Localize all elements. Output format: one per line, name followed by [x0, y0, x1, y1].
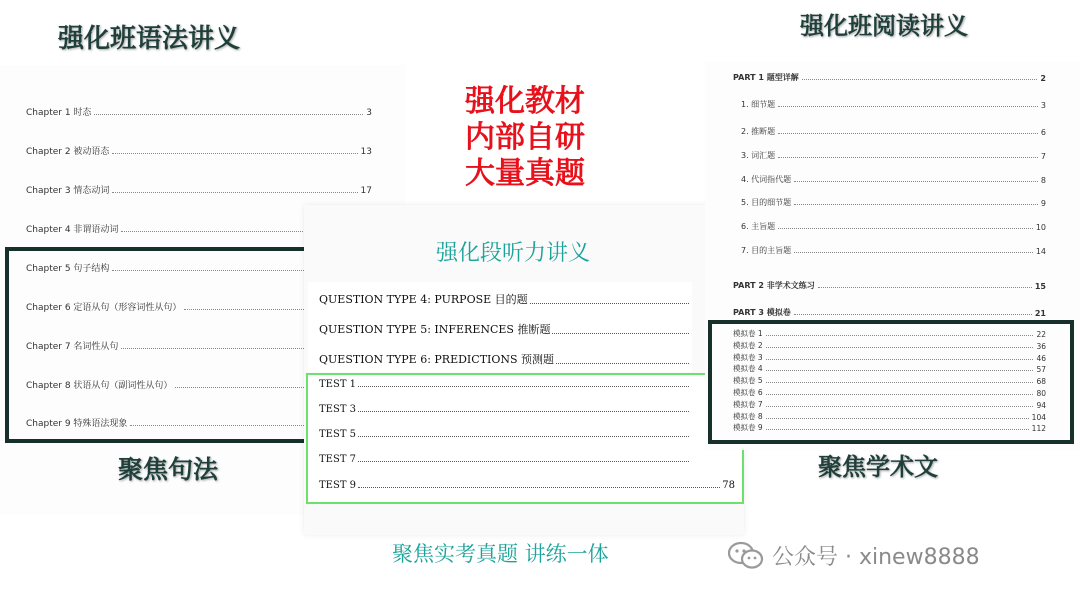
grammar-chapter-row-label: Chapter 8 状语从句（副词性从句） [26, 381, 173, 391]
mock-row-leader-dots [766, 369, 1034, 371]
reading-part-row-label: PART 3 模拟卷 [733, 308, 791, 317]
heading-line-3: 大量真题 [465, 156, 585, 191]
mock-row-page: 22 [1036, 330, 1046, 339]
mock-row [733, 352, 1046, 363]
grammar-chapter-row-leader-dots [112, 191, 357, 193]
center-heading [440, 84, 610, 192]
reading-item-row [741, 221, 1046, 232]
question-type-row [319, 291, 691, 307]
mock-row-label: 模拟卷 3 [733, 352, 763, 362]
grammar-chapter-row-label: Chapter 4 非谓语动词 [26, 225, 119, 235]
mock-row-leader-dots [766, 381, 1034, 383]
grammar-chapter-row-label: Chapter 3 情态动词 [26, 186, 110, 196]
reading-part-row [733, 307, 1046, 318]
reading-item-row-label: 7. 目的主旨题 [741, 246, 792, 255]
reading-item-row [741, 126, 1046, 137]
reading-item-row-leader-dots [778, 156, 1038, 158]
mock-row [733, 422, 1046, 433]
reading-item-row-page: 6 [1040, 128, 1046, 137]
reading-part-row [733, 72, 1046, 83]
question-type-row-leader-dots [552, 333, 689, 334]
reading-item-row-label: 6. 主旨题 [741, 222, 776, 231]
question-type-row [319, 321, 691, 337]
watermark-text: 公众号 · xinew8888 [772, 545, 980, 570]
reading-part-row-page: 21 [1034, 309, 1046, 318]
reading-item-row [741, 174, 1046, 185]
mock-row [733, 340, 1046, 351]
grammar-chapter-row-label: Chapter 1 时态 [26, 108, 92, 118]
question-type-row-leader-dots [530, 303, 689, 304]
mock-row-leader-dots [766, 428, 1029, 430]
test-row [319, 404, 691, 415]
grammar-chapter-row-label: Chapter 5 句子结构 [26, 264, 110, 274]
reading-item-row-leader-dots [778, 132, 1038, 134]
reading-part-row-page: 15 [1034, 282, 1046, 291]
test-row-leader-dots [358, 436, 689, 437]
test-row-page: 78 [722, 480, 735, 491]
mock-row-leader-dots [766, 393, 1034, 395]
mock-row-page: 104 [1031, 412, 1046, 422]
mock-row-leader-dots [766, 358, 1034, 360]
mock-row-page: 94 [1036, 400, 1046, 410]
reading-item-row-leader-dots [778, 227, 1033, 229]
watermark [728, 540, 980, 571]
reading-part-row-leader-dots [818, 286, 1032, 288]
question-type-row-label: QUESTION TYPE 6: PREDICTIONS 预测题 [319, 353, 555, 366]
reading-item-row-page: 3 [1040, 101, 1046, 110]
reading-item-row [741, 245, 1046, 256]
test-row-label: TEST 1 [319, 379, 357, 390]
grammar-chapter-row [26, 144, 372, 157]
test-row-leader-dots [358, 461, 689, 462]
reading-item-row-page: 9 [1040, 199, 1046, 208]
reading-item-row [741, 150, 1046, 161]
grammar-chapter-row [26, 183, 372, 196]
reading-item-row-page: 8 [1040, 176, 1046, 185]
reading-caption: 聚焦学术文 [818, 453, 938, 481]
reading-item-row-label: 5. 目的细节题 [741, 198, 792, 207]
test-row [319, 454, 691, 465]
reading-part-row-leader-dots [794, 313, 1032, 315]
grammar-chapter-row-label: Chapter 9 特殊语法现象 [26, 419, 128, 429]
reading-item-row-leader-dots [794, 251, 1033, 253]
test-row [319, 379, 691, 390]
wechat-icon [728, 541, 764, 571]
mock-row-page: 80 [1036, 389, 1046, 398]
test-row-leader-dots [358, 487, 720, 488]
reading-item-row-label: 1. 细节题 [741, 100, 776, 109]
test-row-label: TEST 9 [319, 480, 357, 491]
reading-item-row-label: 2. 推断题 [741, 127, 776, 136]
test-row-label: TEST 7 [319, 454, 357, 465]
grammar-chapter-row-label: Chapter 7 名词性从句 [26, 342, 119, 352]
mock-row [733, 411, 1046, 422]
mock-row [733, 399, 1046, 410]
mock-row-page: 46 [1036, 353, 1046, 363]
question-type-row [319, 351, 691, 367]
mock-row-label: 模拟卷 6 [733, 388, 763, 397]
grammar-chapter-row [26, 105, 372, 118]
reading-item-row-leader-dots [794, 203, 1038, 205]
grammar-caption: 聚焦句法 [118, 455, 219, 484]
grammar-title: 强化班语法讲义 [58, 24, 241, 54]
grammar-chapter-row-label: Chapter 6 定语从句（形容词性从句） [26, 303, 182, 313]
reading-part-row [733, 280, 1046, 291]
heading-line-1: 强化教材 [465, 84, 585, 119]
reading-part-row-label: PART 2 非学术文练习 [733, 281, 815, 290]
mock-row-leader-dots [766, 346, 1034, 348]
reading-item-row-label: 4. 代词指代题 [741, 175, 792, 184]
test-row [319, 429, 691, 440]
mock-row-leader-dots [766, 417, 1029, 419]
reading-part-row-page: 2 [1040, 74, 1046, 83]
mock-row-label: 模拟卷 2 [733, 340, 763, 350]
reading-item-row-leader-dots [778, 105, 1038, 107]
mock-row-leader-dots [766, 405, 1034, 407]
question-type-row-label: QUESTION TYPE 4: PURPOSE 目的题 [319, 293, 528, 306]
mock-row-page: 68 [1036, 377, 1046, 387]
mock-row [733, 363, 1046, 374]
grammar-chapter-row-page: 17 [360, 186, 372, 196]
mock-row-label: 模拟卷 5 [733, 376, 763, 386]
listening-caption: 聚焦实考真题 讲练一体 [392, 542, 609, 566]
reading-part-row-leader-dots [802, 78, 1038, 80]
grammar-chapter-row-page: 3 [366, 108, 372, 118]
mock-row [733, 375, 1046, 386]
mock-row [733, 328, 1046, 339]
mock-row-page: 36 [1036, 341, 1046, 351]
test-row [319, 480, 735, 491]
mock-row-label: 模拟卷 9 [733, 423, 763, 433]
mock-row-page: 112 [1031, 424, 1046, 434]
reading-item-row-leader-dots [794, 180, 1038, 182]
grammar-highlight-box [5, 247, 309, 443]
mock-row-leader-dots [766, 334, 1034, 336]
reading-item-row-page: 14 [1035, 247, 1046, 256]
reading-item-row [741, 99, 1046, 110]
reading-item-row-label: 3. 词汇题 [741, 151, 776, 160]
mock-row-label: 模拟卷 4 [733, 364, 763, 374]
mock-row-label: 模拟卷 7 [733, 399, 763, 409]
grammar-chapter-row-leader-dots [94, 113, 363, 115]
listening-title: 强化段听力讲义 [436, 241, 591, 266]
test-row-label: TEST 5 [319, 429, 357, 440]
test-row-leader-dots [358, 411, 689, 412]
question-type-row-label: QUESTION TYPE 5: INFERENCES 推断题 [319, 323, 551, 336]
test-row-leader-dots [358, 386, 689, 387]
mock-row [733, 387, 1046, 398]
reading-item-row-page: 7 [1040, 152, 1046, 161]
mock-row-label: 模拟卷 8 [733, 411, 763, 421]
reading-item-row-page: 10 [1035, 223, 1046, 232]
grammar-chapter-row-page: 13 [360, 147, 372, 157]
reading-part-row-label: PART 1 题型详解 [733, 73, 799, 82]
question-type-row-leader-dots [556, 363, 689, 364]
grammar-chapter-row-leader-dots [112, 152, 357, 154]
mock-row-page: 57 [1036, 365, 1046, 375]
reading-title: 强化班阅读讲义 [800, 12, 968, 40]
test-row-label: TEST 3 [319, 404, 357, 415]
mock-row-label: 模拟卷 1 [733, 329, 763, 338]
reading-item-row [741, 197, 1046, 208]
heading-line-2: 内部自研 [465, 120, 585, 155]
grammar-chapter-row-label: Chapter 2 被动语态 [26, 147, 110, 157]
